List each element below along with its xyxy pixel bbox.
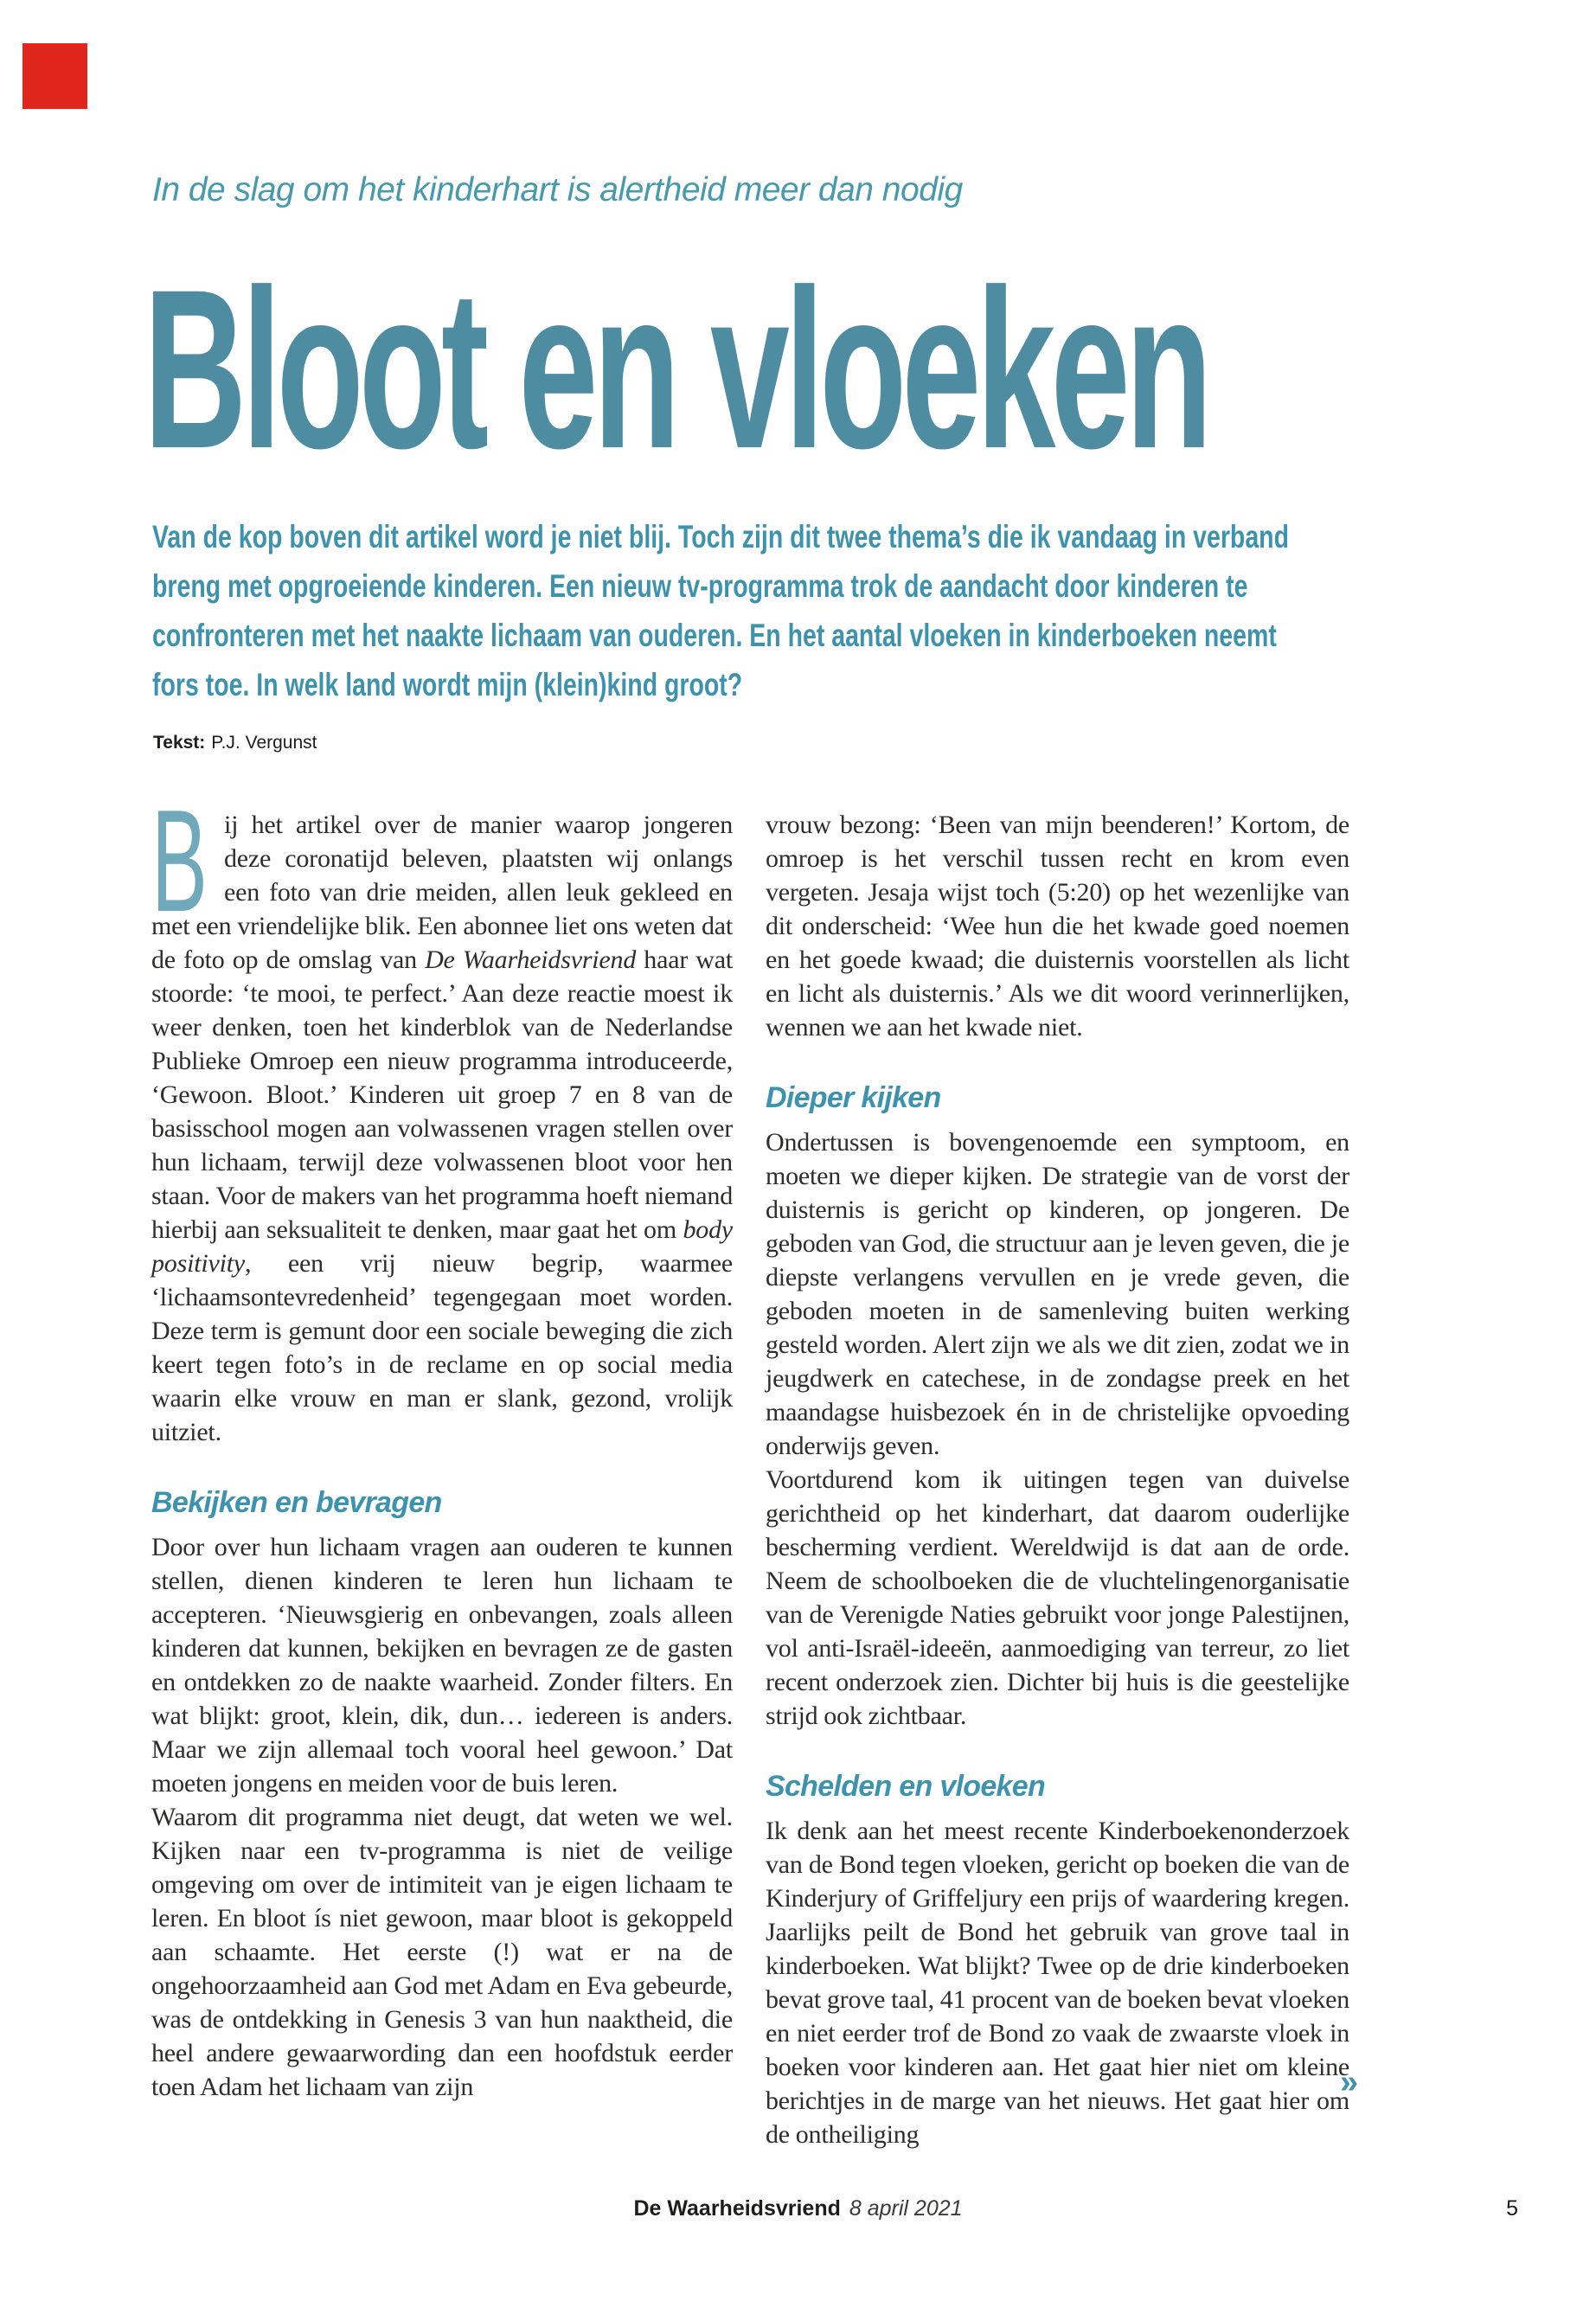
drop-cap: B (151, 779, 208, 942)
kicker: In de slag om het kinderhart is alertheid meer dan nodig (152, 171, 963, 208)
column-right (766, 808, 1349, 2151)
paragraph (766, 1814, 1349, 2151)
intro-line: breng met opgroeiende kinderen. Een nieuw tv-programma trok de aandacht door kinderen te (152, 568, 1248, 604)
paragraph (151, 1530, 733, 1800)
byline (153, 732, 317, 753)
footer-date: 8 april 2021 (849, 2196, 963, 2221)
text-run: haar wat stoorde: ‘te mooi, te perfect.’ Aan deze reactie moest ik weer denken, toen het kinderblok van de Nederlandse Publieke Omroep een nieuw programma introduceerde, ‘Gewoon. Bloot.’ Kinderen uit groep 7 en 8 van de basisschool mogen aan volwassenen vragen stellen over hun lichaam, terwijl deze volwassenen bloot voor hen staan. Voor de makers van het programma hoeft niemand hierbij aan seksualiteit te denken, maar gaat het om (151, 945, 734, 1244)
intro-paragraph (152, 512, 1418, 709)
article-body (151, 779, 1349, 2151)
continuation-mark: » (1340, 2064, 1359, 2100)
intro-line: Van de kop boven dit artikel word je niet blij. Toch zijn dit twee thema’s die ik vandaag in verband (152, 519, 1289, 554)
text-run: vrouw bezong: ‘Been van mijn beenderen!’ Kortom, de omroep is het verschil tussen recht en krom even vergeten. Jesaja wijst toch (5:20) op het wezenlijke van dit onderscheid: ‘Wee hun die het kwade goed noemen en het goede kwaad; die duisternis voorstellen als licht en licht als duisternis.’ Als we dit woord verinnerlijken, wennen we aan het kwade niet. (766, 811, 1349, 1042)
article-title: Bloot en vloeken (144, 242, 1208, 496)
intro-line: confronteren met het naakte lichaam van ouderen. En het aantal vloeken in kinderboeken neemt (152, 618, 1277, 653)
italic-text: body positivity (151, 1215, 733, 1278)
text-run: Door over hun lichaam vragen aan ouderen te kunnen stellen, dienen kinderen te leren hun lichaam te accepteren. ‘Nieuwsgierig en onbevangen, zoals alleen kinderen dat kunnen, bekijken en bevragen ze de gasten en ontdekken zo de naakte waarheid. Zonder filters. En wat blijkt: groot, klein, dik, dun… iedereen is anders. Maar we zijn allemaal toch vooral heel gewoon.’ Dat moeten jongens en meiden voor de buis leren. (151, 1533, 733, 1798)
footer-magazine-name: De Waarheidsvriend (633, 2196, 841, 2221)
paragraph (766, 1125, 1349, 1463)
paragraph (151, 1800, 733, 2104)
italic-text: De Waarheidsvriend (425, 945, 637, 974)
column-left (151, 779, 734, 2151)
byline-label: Tekst: (153, 733, 206, 753)
paragraph (766, 808, 1349, 1044)
intro-line: fors toe. In welk land wordt mijn (klein)kind groot? (152, 667, 743, 702)
text-run: Ondertussen is bovengenoemde een symptoom, en moeten we dieper kijken. De strategie van de vorst der duisternis is gericht op kinderen, op jongeren. De geboden van God, die structuur aan je leven geven, die je diepste verlangens vervullen en je vrede geven, die geboden moeten in de samenleving buiten werking gesteld worden. Alert zijn we als we dit zien, zodat we in jeugdwerk en catechese, in de zondagse preek en het maandagse huisbezoek én in de christelijke opvoeding onderwijs geven. (766, 1128, 1349, 1460)
section-heading: Dieper kijken (766, 1081, 941, 1114)
red-corner-marker (22, 43, 87, 109)
text-run: Ik denk aan het meest recente Kinderboekenonderzoek van de Bond tegen vloeken, gericht op boeken die van de Kinderjury of Griffeljury een prijs of waardering kregen. Jaarlijks peilt de Bond het gebruik van grove taal in kinderboeken. Wat blijkt? Twee op de drie kinderboeken bevat grove taal, 41 procent van de boeken bevat vloeken en niet eerder trof de Bond zo vaak de zwaarste vloek in boeken voor kinderen aan. Het gaat hier niet om kleine berichtjes in de marge van het nieuws. Het gaat hier om de ontheiliging (766, 1817, 1349, 2149)
paragraph (766, 1463, 1349, 1733)
text-run: Waarom dit programma niet deugt, dat weten we wel. Kijken naar een tv-programma is niet de veilige omgeving om over de intimiteit van je eigen lichaam te leren. En bloot ís niet gewoon, maar bloot is gekoppeld aan schaamte. Het eerste (!) wat er na de ongehoorzaamheid aan God met Adam en Eva gebeurde, was de ontdekking in Genesis 3 van hun naaktheid, die heel andere gewaarwording dan een hoofdstuk eerder toen Adam het lichaam van zijn (151, 1803, 733, 2101)
byline-author: P.J. Vergunst (211, 733, 317, 753)
section-heading: Schelden en vloeken (766, 1770, 1046, 1803)
text-run: , een vrij nieuw begrip, waarmee ‘lichaamsontevredenheid’ tegengegaan moet worden. Deze term is gemunt door een sociale beweging die zich keert tegen foto’s in de reclame en op social media waarin elke vrouw en man er slank, gezond, vrolijk uitziet. (151, 1249, 733, 1446)
paragraph (151, 779, 734, 1449)
text-run: Voortdurend kom ik uitingen tegen van duivelse gerichtheid op het kinderhart, dat daarom ouderlijke bescherming verdient. Wereldwijd is dat aan de orde. Neem de schoolboeken die de vluchtelingenorganisatie van de Verenigde Naties gebruikt voor jonge Palestijnen, vol anti-Israël-ideeën, aanmoediging van terreur, zo liet recent onderzoek zien. Dichter bij huis is die geestelijke strijd ook zichtbaar. (766, 1465, 1349, 1730)
text-run: ij het artikel over de manier waarop jongeren deze coronatijd beleven, plaatsten wij onlangs een foto van drie meiden, allen leuk gekleed en met een vriendelijke blik. Een abonnee liet ons weten dat de foto op de omslag van (151, 811, 733, 974)
page-number: 5 (1506, 2196, 1518, 2221)
section-heading: Bekijken en bevragen (151, 1486, 442, 1519)
footer (0, 2195, 1596, 2221)
